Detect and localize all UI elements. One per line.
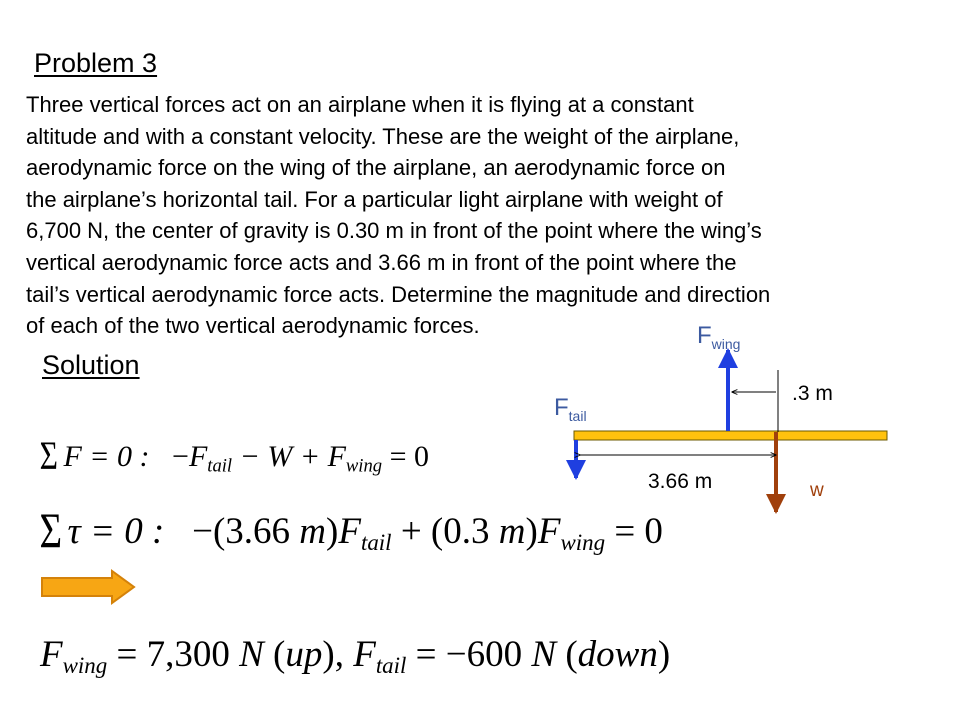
sigma-symbol: Σ xyxy=(39,503,63,560)
problem-line: altitude and with a constant velocity. These are the weight of the airplane, xyxy=(26,123,740,149)
problem-line: aerodynamic force on the wing of the airplane, an aerodynamic force on xyxy=(26,155,726,181)
label-dim-long: 3.66 m xyxy=(648,470,713,493)
res-f2: F xyxy=(353,634,376,675)
equation-result xyxy=(40,633,670,679)
problem-title: Problem 3 xyxy=(34,48,158,78)
label-dim-short: .3 m xyxy=(792,382,833,405)
eq1-f2: F xyxy=(327,440,346,473)
f-wing-main: F xyxy=(697,322,712,349)
eq2-rhs: = 0 xyxy=(605,511,663,552)
eq2-lhs: τ = 0 : xyxy=(67,511,165,552)
eq2-f1: F xyxy=(338,511,361,552)
res-dir2-close: ) xyxy=(657,634,671,675)
eq2-term1: −(3.66 xyxy=(192,511,300,552)
eq1-rhs: = 0 xyxy=(389,440,429,473)
label-weight: w xyxy=(810,480,824,501)
res-eq1: = 7,300 xyxy=(107,634,240,675)
f-wing-sub: wing xyxy=(711,336,741,352)
eq2-f1-sub: tail xyxy=(360,529,392,555)
res-dir1: up xyxy=(285,634,323,675)
eq1-f1: F xyxy=(188,440,208,473)
sigma-symbol: Σ xyxy=(39,434,58,479)
eq2-f2-sub: wing xyxy=(560,529,606,555)
problem-line: 6,700 N, the center of gravity is 0.30 m in front of the point where the wing’s xyxy=(26,218,762,244)
eq2-f2: F xyxy=(537,511,561,552)
f-tail-main: F xyxy=(554,394,569,421)
eq2-unit1: m xyxy=(299,511,327,552)
eq2-close1: ) xyxy=(326,511,339,552)
res-dir1-close: ), xyxy=(322,634,354,675)
res-dir2-open: ( xyxy=(556,634,578,675)
problem-line: Three vertical forces act on an airplane when it is flying at a constant xyxy=(26,92,694,117)
f-tail-sub: tail xyxy=(568,408,587,424)
res-n2: N xyxy=(531,634,557,675)
res-n1: N xyxy=(239,634,264,675)
problem-line: tail’s vertical aerodynamic force acts. Determine the magnitude and direction xyxy=(26,281,771,307)
problem-line: the airplane’s horizontal tail. For a particular light airplane with weight of xyxy=(26,186,723,212)
res-eq2: = −600 xyxy=(406,634,532,675)
eq2-term2: + (0.3 xyxy=(391,511,499,552)
res-dir2: down xyxy=(577,634,658,675)
eq1-mid: − W + xyxy=(239,440,321,473)
eq2-close2: ) xyxy=(525,511,538,552)
res-f2-sub: tail xyxy=(375,652,407,678)
eq1-f1-sub: tail xyxy=(207,455,233,477)
res-f1: F xyxy=(40,634,63,675)
problem-line: of each of the two vertical aerodynamic forces. xyxy=(26,313,480,339)
eq1-minus: − xyxy=(172,440,189,473)
res-dir1-open: ( xyxy=(263,634,286,675)
solution-heading: Solution xyxy=(42,350,140,380)
res-f1-sub: wing xyxy=(62,652,108,678)
problem-line: vertical aerodynamic force acts and 3.66 m in front of the point where the xyxy=(26,249,737,275)
eq1-f2-sub: wing xyxy=(345,455,383,477)
eq1-lhs: F = 0 : xyxy=(63,440,150,473)
eq2-unit2: m xyxy=(498,511,526,552)
